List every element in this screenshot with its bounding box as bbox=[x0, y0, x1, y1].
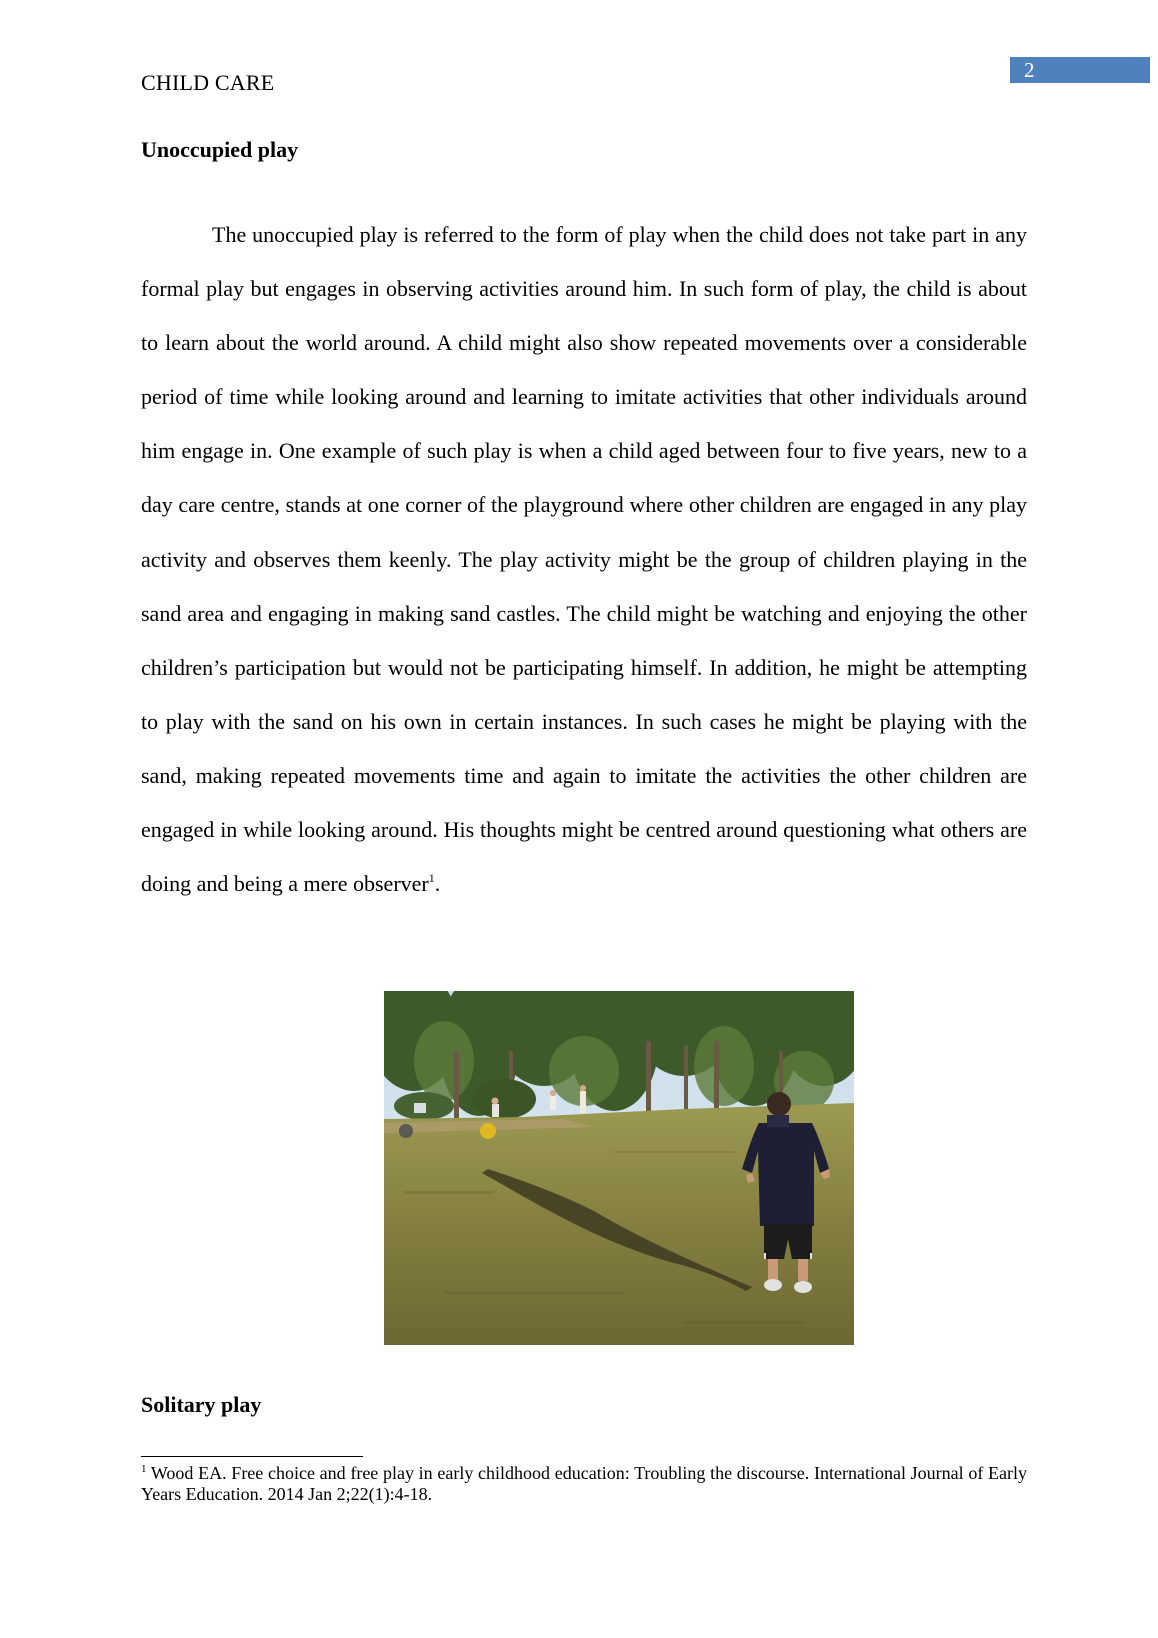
photo-child-observing-playground bbox=[384, 991, 854, 1345]
footnote-separator bbox=[141, 1456, 363, 1457]
footnote-reference[interactable]: 1 bbox=[428, 871, 435, 886]
paragraph-unoccupied-play bbox=[141, 208, 1027, 911]
footnote-text: Wood EA. Free choice and free play in early childhood education: Troubling the discourse. International Journal of Early Years Education. 2014 Jan 2;22(1):4-18. bbox=[141, 1463, 1027, 1504]
paragraph-text: The unoccupied play is referred to the form of play when the child does not take part in any formal play but engages in observing activities around him. In such form of play, the child is about to learn about the world around. A child might also show repeated movements over a considerable period of time while looking around and learning to imitate activities that other individuals around him engage in. One example of such play is when a child aged between four to five years, new to a day care centre, stands at one corner of the playground where other children are engaged in any play activity and observes them keenly. The play activity might be the group of children playing in the sand area and engaging in making sand castles. The child might be watching and enjoying the other children’s participation but would not be participating himself. In addition, he might be attempting to play with the sand on his own in certain instances. In such cases he might be playing with the sand, making repeated movements time and again to imitate the activities the other children are engaged in while looking around. His thoughts might be centred around questioning what others are doing and being a mere observer bbox=[141, 222, 1027, 897]
page-number: 2 bbox=[1010, 57, 1150, 83]
paragraph-end-punct: . bbox=[434, 871, 441, 897]
running-header-title: CHILD CARE bbox=[141, 70, 275, 95]
footnote-marker: 1 bbox=[141, 1463, 147, 1475]
heading-unoccupied-play: Unoccupied play bbox=[141, 137, 299, 162]
footnote bbox=[141, 1463, 1027, 1505]
heading-solitary-play: Solitary play bbox=[141, 1392, 262, 1417]
